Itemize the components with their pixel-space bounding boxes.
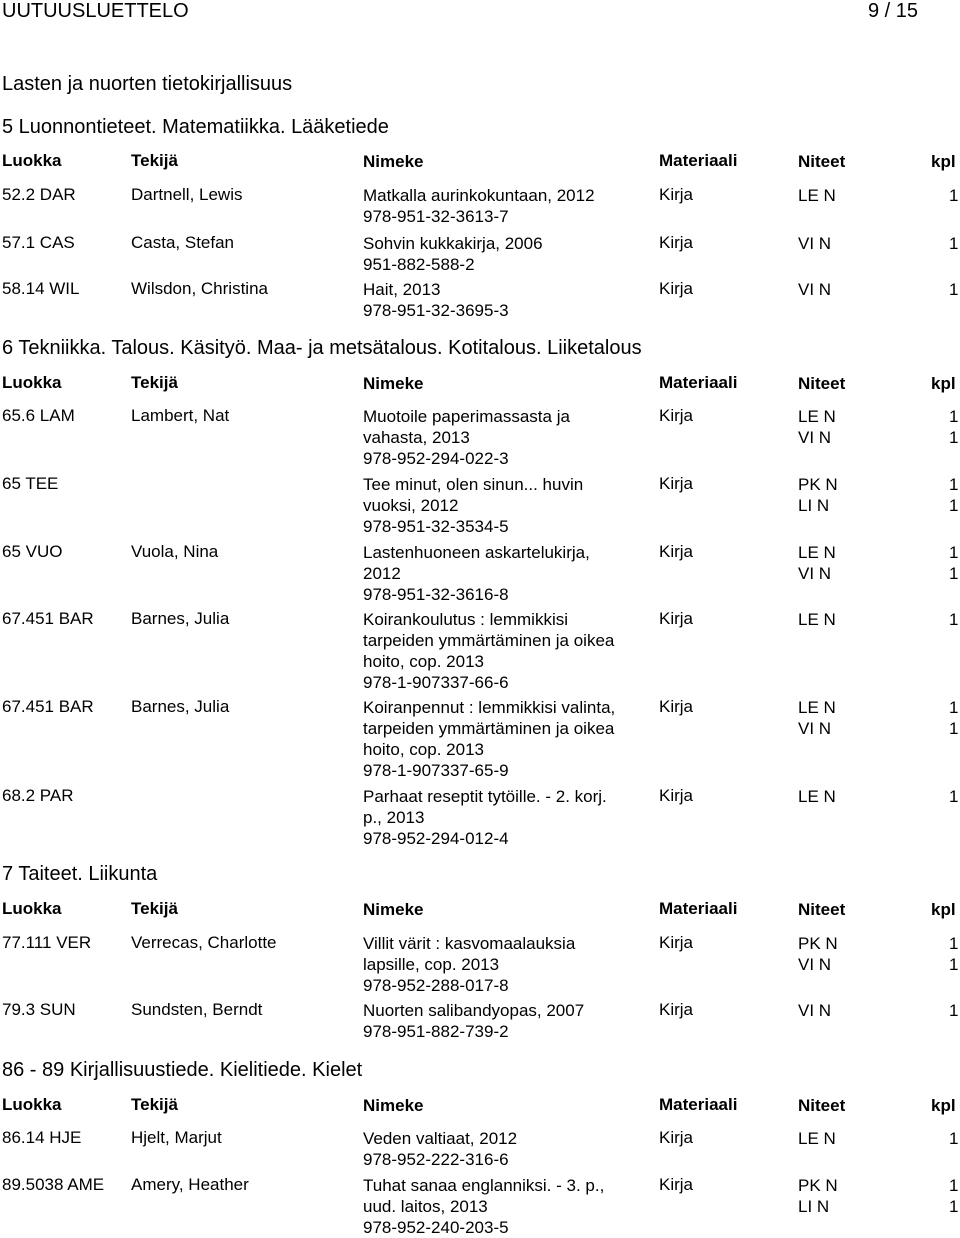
cell-niteet bbox=[798, 933, 838, 975]
cell-materiaali: Kirja bbox=[659, 786, 694, 805]
niteet-line: VI N bbox=[798, 564, 832, 583]
nimeke-line: 978-952-294-022-3 bbox=[363, 449, 509, 468]
column-header-nimeke: Nimeke bbox=[363, 152, 424, 171]
kpl-line: 1 bbox=[949, 610, 959, 629]
column-header-nimeke: Nimeke bbox=[363, 900, 424, 919]
kpl-line: 1 bbox=[949, 428, 959, 447]
column-header-niteet: Niteet bbox=[798, 374, 846, 393]
cell-nimeke bbox=[363, 1000, 584, 1042]
nimeke-line: Koirankoulutus : lemmikkisi bbox=[363, 610, 569, 629]
cell-kpl bbox=[949, 1000, 958, 1021]
nimeke-line: 978-951-32-3534-5 bbox=[363, 517, 509, 536]
cell-materiaali: Kirja bbox=[659, 1128, 694, 1147]
cell-nimeke bbox=[363, 474, 583, 537]
cell-materiaali: Kirja bbox=[659, 474, 694, 493]
niteet-line: LE N bbox=[798, 698, 836, 717]
subsection-title: 6 Tekniikka. Talous. Käsityö. Maa- ja metsätalous. Kotitalous. Liiketalous bbox=[2, 337, 642, 359]
column-header-kpl: kpl bbox=[931, 152, 956, 171]
cell-niteet bbox=[798, 697, 836, 739]
section-title: Lasten ja nuorten tietokirjallisuus bbox=[2, 73, 293, 95]
cell-kpl bbox=[949, 609, 958, 630]
column-header-niteet: Niteet bbox=[798, 900, 846, 919]
cell-kpl bbox=[949, 786, 958, 807]
nimeke-line: 978-951-32-3695-3 bbox=[363, 301, 509, 320]
niteet-line: PK N bbox=[798, 1176, 838, 1195]
kpl-line: 1 bbox=[949, 407, 959, 426]
cell-materiaali: Kirja bbox=[659, 542, 694, 561]
column-header-luokka: Luokka bbox=[2, 373, 62, 392]
niteet-line: LE N bbox=[798, 787, 836, 806]
kpl-line: 1 bbox=[949, 1001, 959, 1020]
column-header-tekija: Tekijä bbox=[131, 373, 178, 392]
cell-tekija: Barnes, Julia bbox=[131, 697, 230, 716]
nimeke-line: tarpeiden ymmärtäminen ja oikea bbox=[363, 631, 615, 650]
column-header-kpl: kpl bbox=[931, 900, 956, 919]
column-header-luokka: Luokka bbox=[2, 151, 62, 170]
cell-nimeke bbox=[363, 786, 607, 849]
nimeke-line: 978-1-907337-65-9 bbox=[363, 761, 509, 780]
nimeke-line: Veden valtiaat, 2012 bbox=[363, 1129, 518, 1148]
kpl-line: 1 bbox=[949, 186, 959, 205]
column-header-kpl: kpl bbox=[931, 374, 956, 393]
cell-luokka: 65 TEE bbox=[2, 474, 59, 493]
niteet-line: LE N bbox=[798, 407, 836, 426]
cell-materiaali: Kirja bbox=[659, 1175, 694, 1194]
column-header-luokka: Luokka bbox=[2, 1095, 62, 1114]
kpl-line: 1 bbox=[949, 955, 959, 974]
cell-materiaali: Kirja bbox=[659, 279, 694, 298]
column-header-tekija: Tekijä bbox=[131, 151, 178, 170]
niteet-line: VI N bbox=[798, 955, 832, 974]
cell-niteet bbox=[798, 609, 836, 630]
cell-luokka: 68.2 PAR bbox=[2, 786, 74, 805]
niteet-line: LE N bbox=[798, 186, 836, 205]
niteet-line: LE N bbox=[798, 610, 836, 629]
cell-luokka: 79.3 SUN bbox=[2, 1000, 76, 1019]
cell-kpl bbox=[949, 233, 958, 254]
nimeke-line: Hait, 2013 bbox=[363, 280, 441, 299]
nimeke-line: Tee minut, olen sinun... huvin bbox=[363, 475, 584, 494]
cell-niteet bbox=[798, 1175, 838, 1217]
cell-tekija: Hjelt, Marjut bbox=[131, 1128, 222, 1147]
cell-tekija: Wilsdon, Christina bbox=[131, 279, 268, 298]
nimeke-line: tarpeiden ymmärtäminen ja oikea bbox=[363, 719, 615, 738]
cell-nimeke bbox=[363, 233, 543, 275]
nimeke-line: Parhaat reseptit tytöille. - 2. korj. bbox=[363, 787, 607, 806]
cell-kpl bbox=[949, 406, 958, 448]
kpl-line: 1 bbox=[949, 719, 959, 738]
table-header bbox=[0, 899, 960, 921]
cell-tekija: Casta, Stefan bbox=[131, 233, 235, 252]
cell-luokka: 58.14 WIL bbox=[2, 279, 80, 298]
table-header bbox=[0, 1095, 960, 1117]
cell-nimeke bbox=[363, 542, 590, 605]
cell-tekija: Barnes, Julia bbox=[131, 609, 230, 628]
cell-kpl bbox=[949, 474, 958, 516]
nimeke-line: 978-951-882-739-2 bbox=[363, 1022, 509, 1041]
cell-luokka: 65 VUO bbox=[2, 542, 63, 561]
nimeke-line: Lastenhuoneen askartelukirja, bbox=[363, 543, 590, 562]
cell-luokka: 57.1 CAS bbox=[2, 233, 75, 252]
nimeke-line: vahasta, 2013 bbox=[363, 428, 470, 447]
niteet-line: LI N bbox=[798, 1197, 830, 1216]
cell-tekija: Vuola, Nina bbox=[131, 542, 219, 561]
nimeke-line: 978-952-294-012-4 bbox=[363, 829, 509, 848]
cell-materiaali: Kirja bbox=[659, 185, 694, 204]
nimeke-line: 978-1-907337-66-6 bbox=[363, 673, 509, 692]
column-header-kpl: kpl bbox=[931, 1096, 956, 1115]
subsection-title: 7 Taiteet. Liikunta bbox=[2, 863, 158, 885]
nimeke-line: Nuorten salibandyopas, 2007 bbox=[363, 1001, 585, 1020]
kpl-line: 1 bbox=[949, 934, 959, 953]
cell-luokka: 77.111 VER bbox=[2, 933, 92, 952]
cell-niteet bbox=[798, 542, 836, 584]
cell-niteet bbox=[798, 279, 831, 300]
cell-tekija: Verrecas, Charlotte bbox=[131, 933, 277, 952]
cell-nimeke bbox=[363, 1175, 604, 1238]
table-header bbox=[0, 151, 960, 173]
kpl-line: 1 bbox=[949, 280, 959, 299]
page-title: UUTUUSLUETTELO bbox=[2, 0, 189, 22]
nimeke-line: 978-952-222-316-6 bbox=[363, 1150, 509, 1169]
cell-niteet bbox=[798, 406, 836, 448]
kpl-line: 1 bbox=[949, 1129, 959, 1148]
niteet-line: VI N bbox=[798, 719, 832, 738]
cell-kpl bbox=[949, 1128, 958, 1149]
cell-tekija: Sundsten, Berndt bbox=[131, 1000, 263, 1019]
cell-nimeke bbox=[363, 609, 614, 693]
cell-niteet bbox=[798, 786, 836, 807]
cell-luokka: 89.5038 AME bbox=[2, 1175, 105, 1194]
column-header-luokka: Luokka bbox=[2, 899, 62, 918]
niteet-line: VI N bbox=[798, 1001, 832, 1020]
cell-tekija: Lambert, Nat bbox=[131, 406, 230, 425]
nimeke-line: 978-952-288-017-8 bbox=[363, 976, 509, 995]
column-header-materiaali: Materiaali bbox=[659, 151, 738, 170]
cell-luokka: 67.451 BAR bbox=[2, 609, 94, 628]
cell-luokka: 65.6 LAM bbox=[2, 406, 75, 425]
cell-niteet bbox=[798, 185, 836, 206]
column-header-materiaali: Materiaali bbox=[659, 1095, 738, 1114]
cell-luokka: 86.14 HJE bbox=[2, 1128, 82, 1147]
column-header-nimeke: Nimeke bbox=[363, 374, 424, 393]
nimeke-line: 2012 bbox=[363, 564, 401, 583]
column-header-tekija: Tekijä bbox=[131, 1095, 178, 1114]
niteet-line: VI N bbox=[798, 428, 832, 447]
nimeke-line: 978-951-32-3616-8 bbox=[363, 585, 509, 604]
cell-kpl bbox=[949, 542, 958, 584]
nimeke-line: Tuhat sanaa englanniksi. - 3. p., bbox=[363, 1176, 605, 1195]
cell-niteet bbox=[798, 233, 831, 254]
kpl-line: 1 bbox=[949, 698, 959, 717]
kpl-line: 1 bbox=[949, 543, 959, 562]
nimeke-line: Muotoile paperimassasta ja bbox=[363, 407, 570, 426]
page-number: 9 / 15 bbox=[867, 0, 918, 22]
nimeke-line: uud. laitos, 2013 bbox=[363, 1197, 488, 1216]
nimeke-line: hoito, cop. 2013 bbox=[363, 740, 484, 759]
niteet-line: VI N bbox=[798, 234, 832, 253]
nimeke-line: 951-882-588-2 bbox=[363, 255, 475, 274]
cell-luokka: 67.451 BAR bbox=[2, 697, 94, 716]
kpl-line: 1 bbox=[949, 496, 959, 515]
cell-nimeke bbox=[363, 406, 570, 469]
niteet-line: VI N bbox=[798, 280, 832, 299]
kpl-line: 1 bbox=[949, 475, 959, 494]
nimeke-line: hoito, cop. 2013 bbox=[363, 652, 484, 671]
cell-tekija: Dartnell, Lewis bbox=[131, 185, 243, 204]
nimeke-line: 978-952-240-203-5 bbox=[363, 1218, 509, 1237]
nimeke-line: 978-951-32-3613-7 bbox=[363, 207, 509, 226]
cell-materiaali: Kirja bbox=[659, 609, 694, 628]
kpl-line: 1 bbox=[949, 787, 959, 806]
nimeke-line: Koiranpennut : lemmikkisi valinta, bbox=[363, 698, 616, 717]
column-header-niteet: Niteet bbox=[798, 152, 846, 171]
cell-niteet bbox=[798, 1000, 831, 1021]
cell-kpl bbox=[949, 697, 958, 739]
niteet-line: LE N bbox=[798, 1129, 836, 1148]
column-header-materiaali: Materiaali bbox=[659, 373, 738, 392]
nimeke-line: Villit värit : kasvomaalauksia bbox=[363, 934, 576, 953]
cell-kpl bbox=[949, 185, 958, 206]
kpl-line: 1 bbox=[949, 1197, 959, 1216]
cell-niteet bbox=[798, 1128, 836, 1149]
column-header-tekija: Tekijä bbox=[131, 899, 178, 918]
kpl-line: 1 bbox=[949, 1176, 959, 1195]
cell-luokka: 52.2 DAR bbox=[2, 185, 76, 204]
cell-materiaali: Kirja bbox=[659, 233, 694, 252]
cell-materiaali: Kirja bbox=[659, 406, 694, 425]
cell-materiaali: Kirja bbox=[659, 1000, 694, 1019]
cell-nimeke bbox=[363, 279, 509, 321]
kpl-line: 1 bbox=[949, 564, 959, 583]
nimeke-line: vuoksi, 2012 bbox=[363, 496, 459, 515]
cell-nimeke bbox=[363, 697, 615, 781]
subsection-title: 86 - 89 Kirjallisuustiede. Kielitiede. Kielet bbox=[2, 1059, 363, 1081]
cell-materiaali: Kirja bbox=[659, 697, 694, 716]
nimeke-line: p., 2013 bbox=[363, 808, 425, 827]
cell-materiaali: Kirja bbox=[659, 933, 694, 952]
table-header bbox=[0, 373, 960, 395]
cell-nimeke bbox=[363, 1128, 517, 1170]
niteet-line: LE N bbox=[798, 543, 836, 562]
cell-niteet bbox=[798, 474, 838, 516]
niteet-line: PK N bbox=[798, 934, 838, 953]
kpl-line: 1 bbox=[949, 234, 959, 253]
cell-nimeke bbox=[363, 185, 595, 227]
column-header-niteet: Niteet bbox=[798, 1096, 846, 1115]
cell-kpl bbox=[949, 279, 958, 300]
cell-tekija: Amery, Heather bbox=[131, 1175, 249, 1194]
subsection-title: 5 Luonnontieteet. Matematiikka. Lääketiede bbox=[2, 116, 389, 138]
cell-kpl bbox=[949, 1175, 958, 1217]
nimeke-line: lapsille, cop. 2013 bbox=[363, 955, 500, 974]
niteet-line: PK N bbox=[798, 475, 838, 494]
cell-kpl bbox=[949, 933, 958, 975]
niteet-line: LI N bbox=[798, 496, 830, 515]
cell-nimeke bbox=[363, 933, 575, 996]
nimeke-line: Sohvin kukkakirja, 2006 bbox=[363, 234, 543, 253]
column-header-nimeke: Nimeke bbox=[363, 1096, 424, 1115]
nimeke-line: Matkalla aurinkokuntaan, 2012 bbox=[363, 186, 595, 205]
column-header-materiaali: Materiaali bbox=[659, 899, 738, 918]
